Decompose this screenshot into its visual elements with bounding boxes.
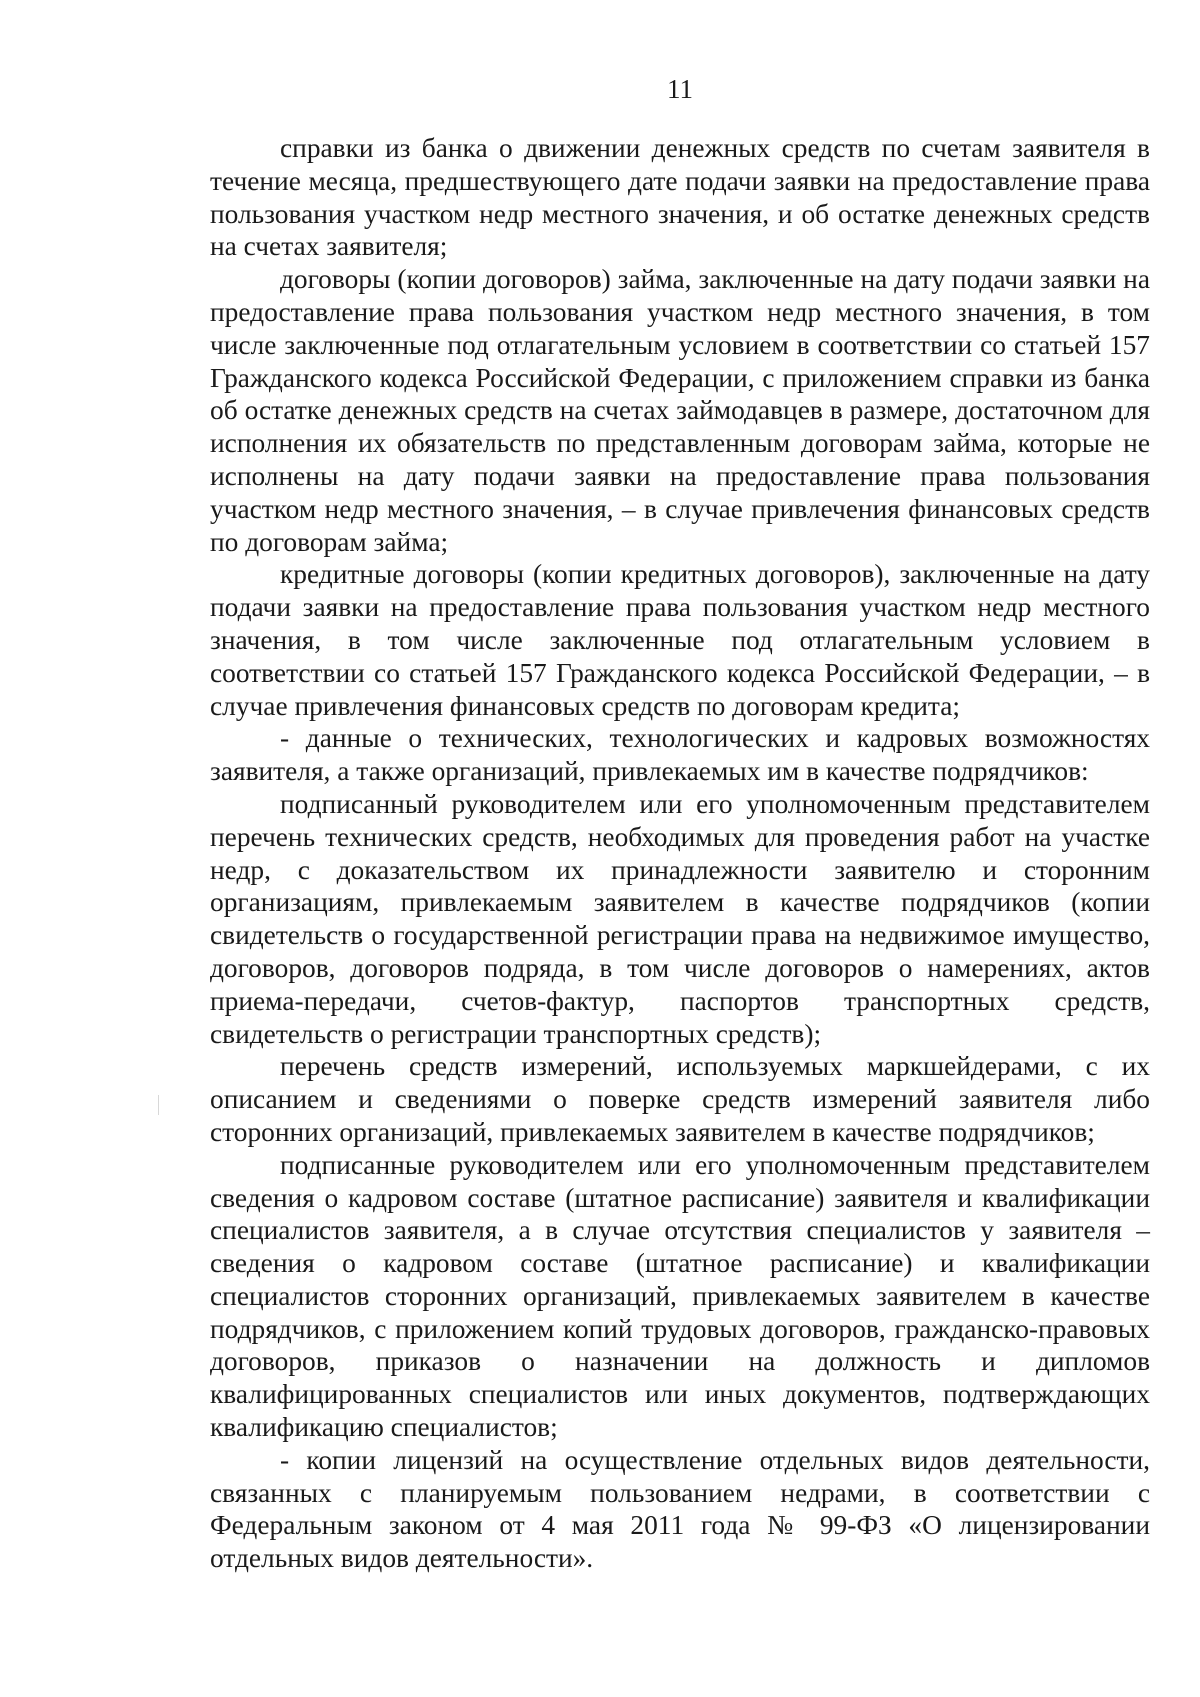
paragraph-staff-information: подписанные руководителем или его уполномоченным представителем сведения о кадровом составе (штатное расписание) заявителя и квалификации специалистов заявителя, а в случае отсутствия специалистов у заявителя – сведения о кадровом составе (штатное расписание) и квалификации специалистов сторонних организаций, привлекаемых заявителем в качестве подрядчиков, с приложением копий трудовых договоров, гражданско-правовых договоров, приказов о назначении на должность и дипломов квалифицированных специалистов или иных документов, подтверждающих квалификацию специалистов; bbox=[210, 1149, 1150, 1443]
paragraph-credit-agreements: кредитные договоры (копии кредитных договоров), заключенные на дату подачи заявки на предоставление права пользования участком недр местного значения, в том числе заключенные под отлагательным условием в соответствии со статьей 157 Гражданского кодекса Российской Федерации, – в случае привлечения финансовых средств по договорам кредита; bbox=[210, 559, 1150, 721]
paragraph-loan-agreements: договоры (копии договоров) займа, заключенные на дату подачи заявки на предоставление права пользования участком недр местного значения, в том числе заключенные под отлагательным условием в соответствии со статьей 157 Гражданского кодекса Российской Федерации, с приложением справки из банка об остатке денежных средств на счетах займодавцев в размере, достаточном для исполнения их обязательств по представленным договорам займа, которые не исполнены на дату подачи заявки на предоставление права пользования участком недр местного значения, – в случае привлечения финансовых средств по договорам займа; bbox=[210, 264, 1150, 557]
scan-artifact-line bbox=[158, 1095, 159, 1115]
document-body bbox=[210, 132, 1150, 1575]
paragraph-capabilities-data: - данные о технических, технологических и кадровых возможностях заявителя, а также организаций, привлекаемых им в качестве подрядчиков: bbox=[210, 723, 1150, 787]
paragraph-bank-statement: справки из банка о движении денежных средств по счетам заявителя в течение месяца, предшествующего дате подачи заявки на предоставление права пользования участком недр местного значения, и об остатке денежных средств на счетах заявителя; bbox=[210, 133, 1150, 262]
paragraph-technical-means-list: подписанный руководителем или его уполномоченным представителем перечень технических средств, необходимых для проведения работ на участке недр, с доказательством их принадлежности заявителю и сторонним организациям, привлекаемым заявителем в качестве подрядчиков (копии свидетельств о государственной регистрации права на недвижимое имущество, договоров, договоров подряда, в том числе договоров о намерениях, актов приема-передачи, счетов-фактур, паспортов транспортных средств, свидетельств о регистрации транспортных средств); bbox=[210, 788, 1150, 1049]
page-number: 11 bbox=[667, 74, 693, 104]
paragraph-licenses: - копии лицензий на осуществление отдельных видов деятельности, связанных с планируемым пользованием недрами, в соответствии с Федеральным законом от 4 мая 2011 года № 99-ФЗ «О лицензировании отдельных видов деятельности». bbox=[210, 1444, 1150, 1574]
paragraph-measurement-instruments: перечень средств измерений, используемых маркшейдерами, с их описанием и сведениями о поверке средств измерений заявителя либо сторонних организаций, привлекаемых заявителем в качестве подрядчиков; bbox=[210, 1051, 1150, 1147]
